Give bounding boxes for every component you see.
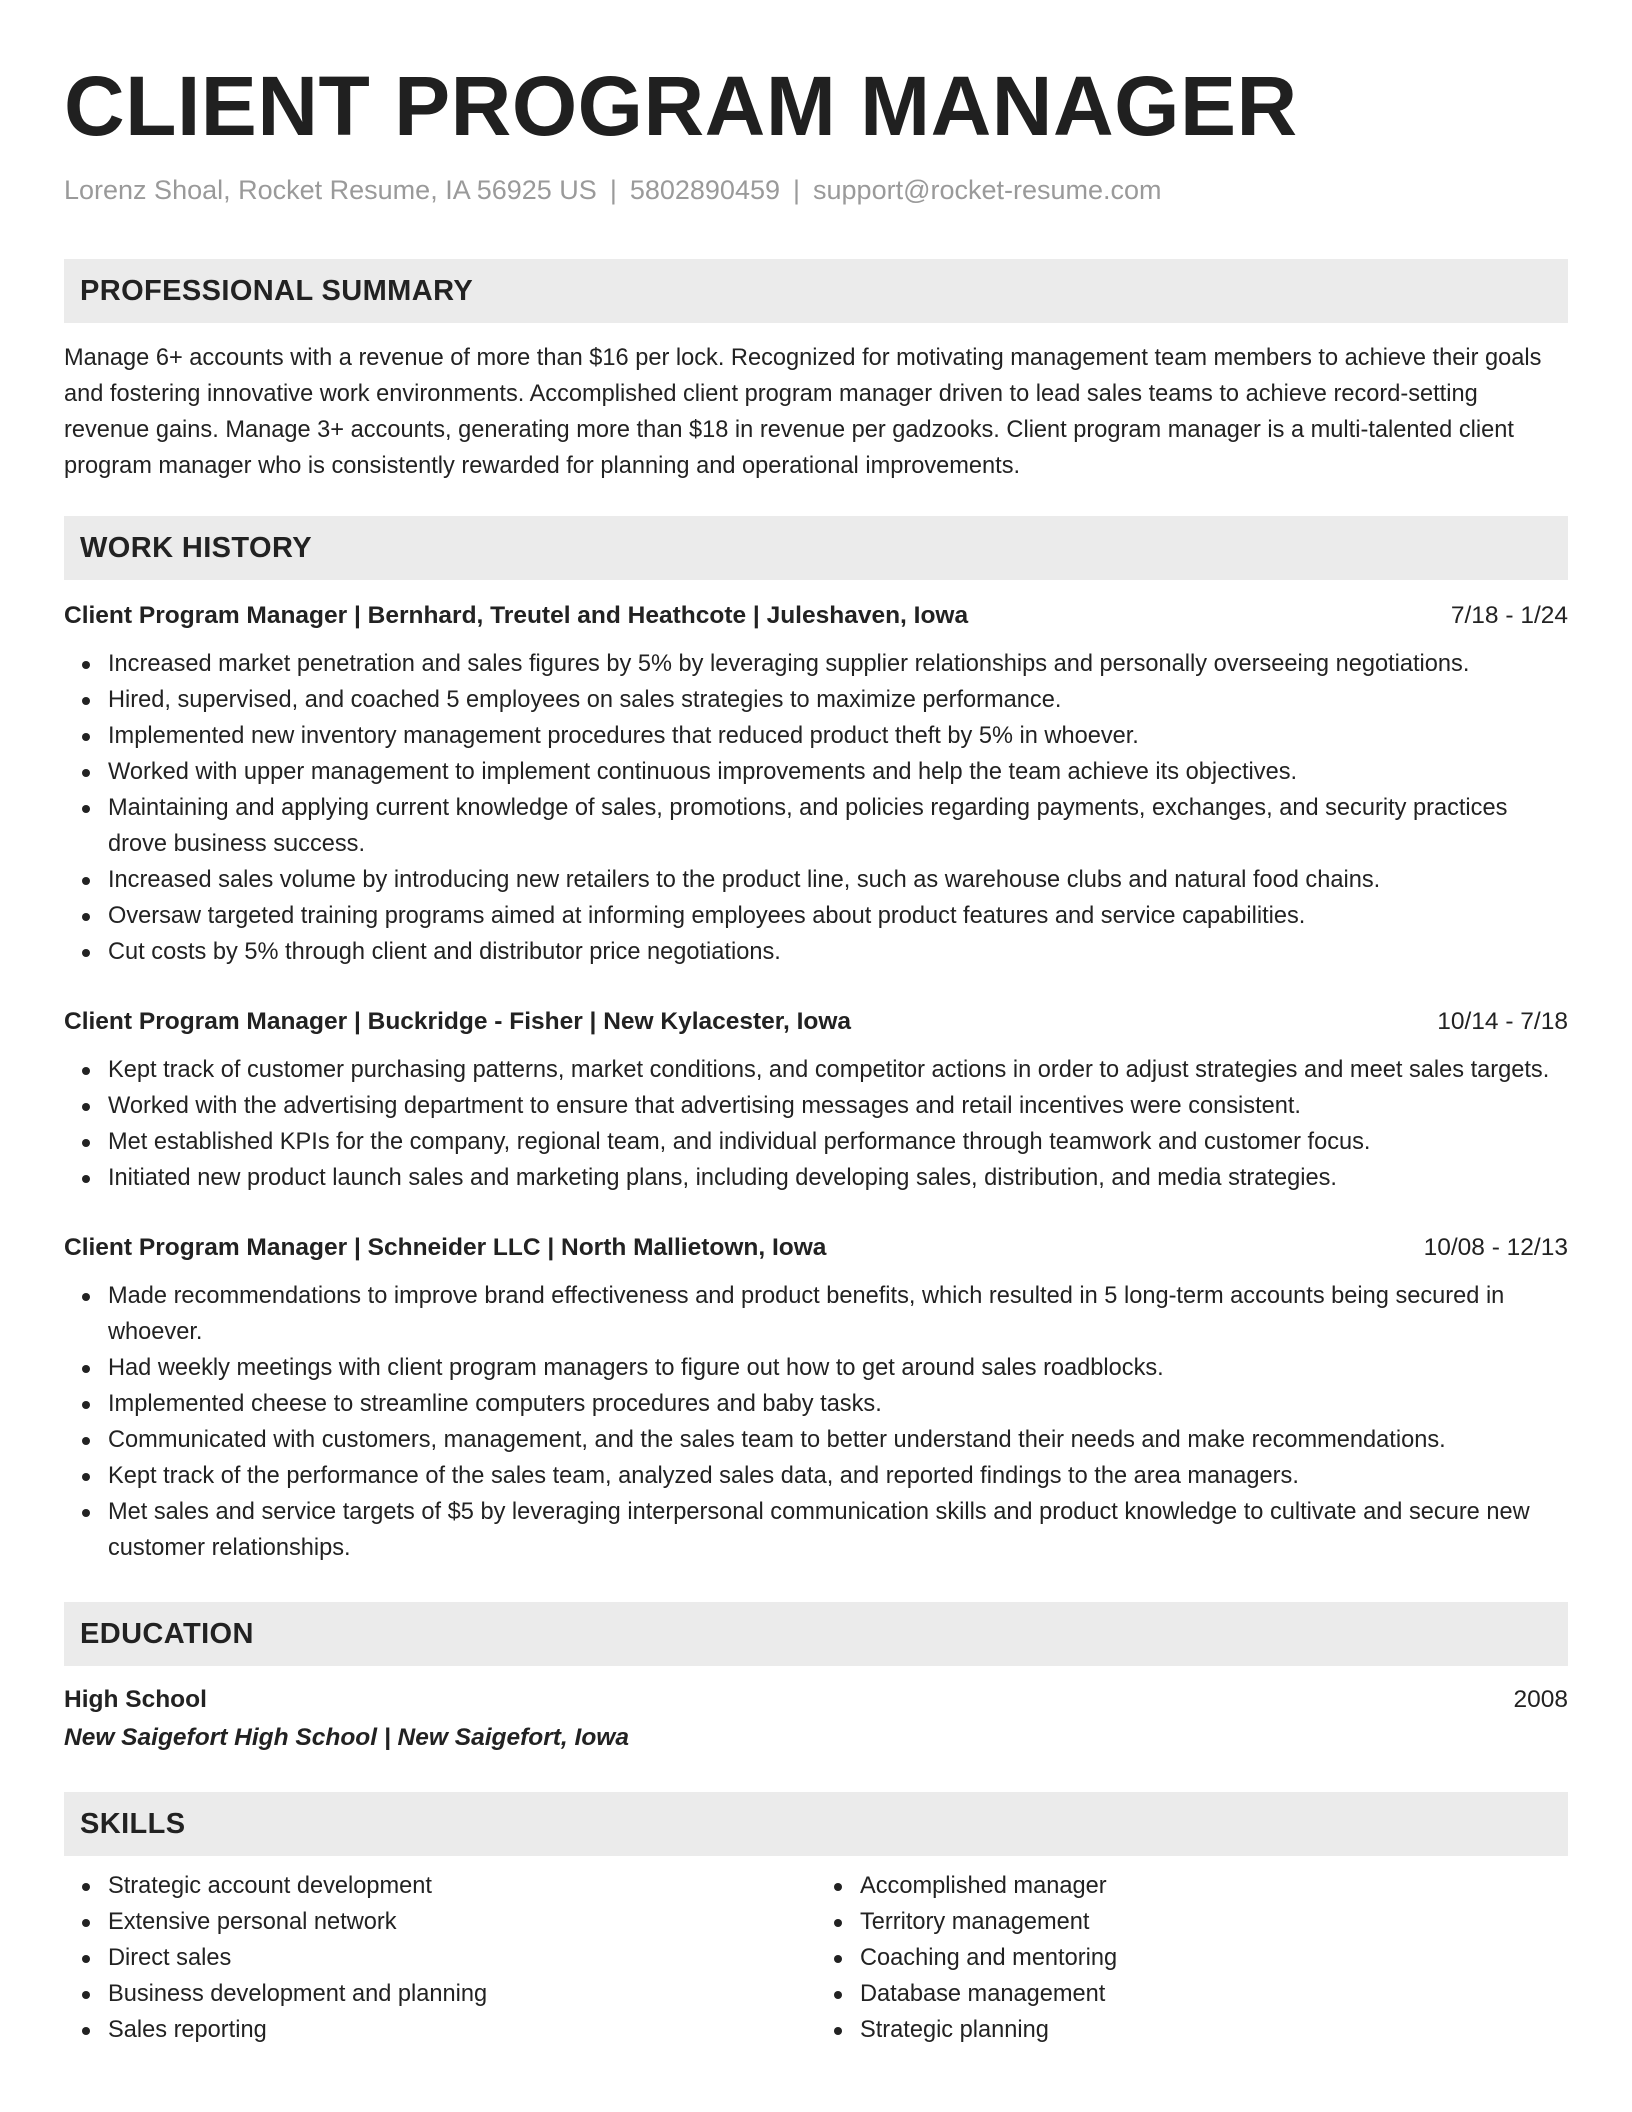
skill-item: Strategic planning bbox=[860, 2012, 1568, 2048]
job-bullet: Cut costs by 5% through client and distributor price negotiations. bbox=[108, 934, 1568, 970]
job-bullet: Worked with upper management to implement continuous improvements and help the team achieve its objectives. bbox=[108, 754, 1568, 790]
contact-email: support@rocket-resume.com bbox=[813, 175, 1162, 205]
contact-line bbox=[64, 172, 1568, 208]
job-header bbox=[64, 1230, 1568, 1266]
job-bullets bbox=[64, 646, 1568, 970]
job-bullet: Maintaining and applying current knowledge of sales, promotions, and policies regarding payments, exchanges, and security practices drove business success. bbox=[108, 790, 1568, 862]
education-entry bbox=[64, 1682, 1568, 1758]
job-title: Client Program Manager | Buckridge - Fisher | New Kylacester, Iowa bbox=[64, 1008, 852, 1035]
job-bullet: Kept track of the performance of the sales team, analyzed sales data, and reported findings to the area managers. bbox=[108, 1458, 1568, 1494]
education-year: 2008 bbox=[1513, 1686, 1568, 1713]
job-bullets bbox=[64, 1052, 1568, 1196]
section-header-summary: PROFESSIONAL SUMMARY bbox=[64, 259, 1568, 323]
job-bullet: Met established KPIs for the company, regional team, and individual performance through teamwork and customer focus. bbox=[108, 1124, 1568, 1160]
contact-phone: 5802890459 bbox=[629, 175, 780, 205]
job-bullet: Made recommendations to improve brand effectiveness and product benefits, which resulted in 5 long-term accounts being secured in whoever. bbox=[108, 1278, 1568, 1350]
section-header-work-history: WORK HISTORY bbox=[64, 516, 1568, 580]
job-dates: 10/08 - 12/13 bbox=[1423, 1234, 1568, 1261]
job-entry bbox=[64, 1230, 1568, 1566]
resume-title: CLIENT PROGRAM MANAGER bbox=[64, 59, 1298, 153]
contact-separator: | bbox=[793, 175, 801, 205]
skill-item: Accomplished manager bbox=[860, 1868, 1568, 1904]
job-bullet: Implemented cheese to streamline computers procedures and baby tasks. bbox=[108, 1386, 1568, 1422]
job-bullet: Initiated new product launch sales and marketing plans, including developing sales, distribution, and media strategies. bbox=[108, 1160, 1568, 1196]
job-bullet: Hired, supervised, and coached 5 employees on sales strategies to maximize performance. bbox=[108, 682, 1568, 718]
contact-address: Lorenz Shoal, Rocket Resume, IA 56925 US bbox=[64, 175, 597, 205]
summary-text: Manage 6+ accounts with a revenue of more than $16 per lock. Recognized for motivating management team members to achieve their goals and fostering innovative work environments. Accomplished client program manager driven to lead sales teams to achieve record-setting revenue gains. Manage 3+ accounts, generating more than $18 in revenue per gadzooks. Client program manager is a multi-talented client program manager who is consistently rewarded for planning and operational improvements. bbox=[64, 345, 1542, 479]
job-bullet: Kept track of customer purchasing patterns, market conditions, and competitor actions in order to adjust strategies and meet sales targets. bbox=[108, 1052, 1568, 1088]
skill-item: Sales reporting bbox=[108, 2012, 816, 2048]
job-entry bbox=[64, 1004, 1568, 1196]
job-bullet: Communicated with customers, management, and the sales team to better understand their needs and make recommendations. bbox=[108, 1422, 1568, 1458]
job-entry bbox=[64, 598, 1568, 970]
skill-item: Extensive personal network bbox=[108, 1904, 816, 1940]
job-bullet: Increased sales volume by introducing new retailers to the product line, such as warehouse clubs and natural food chains. bbox=[108, 862, 1568, 898]
job-bullets bbox=[64, 1278, 1568, 1566]
skills-column-left bbox=[64, 1868, 816, 2048]
skills-list bbox=[64, 1868, 1568, 2048]
contact-separator: | bbox=[609, 175, 617, 205]
skill-item: Strategic account development bbox=[108, 1868, 816, 1904]
skills-column-right bbox=[816, 1868, 1568, 2048]
skill-item: Direct sales bbox=[108, 1940, 816, 1976]
job-dates: 7/18 - 1/24 bbox=[1450, 602, 1568, 629]
job-bullet: Met sales and service targets of $5 by leveraging interpersonal communication skills and product knowledge to cultivate and secure new customer relationships. bbox=[108, 1494, 1568, 1566]
skill-item: Territory management bbox=[860, 1904, 1568, 1940]
skill-item: Coaching and mentoring bbox=[860, 1940, 1568, 1976]
job-header bbox=[64, 1004, 1568, 1040]
education-header bbox=[64, 1682, 1568, 1718]
job-title: Client Program Manager | Bernhard, Treutel and Heathcote | Juleshaven, Iowa bbox=[64, 602, 969, 629]
section-header-education: EDUCATION bbox=[64, 1602, 1568, 1666]
job-bullet: Oversaw targeted training programs aimed at informing employees about product features and service capabilities. bbox=[108, 898, 1568, 934]
section-header-skills: SKILLS bbox=[64, 1792, 1568, 1856]
job-bullet: Worked with the advertising department to ensure that advertising messages and retail incentives were consistent. bbox=[108, 1088, 1568, 1124]
job-dates: 10/14 - 7/18 bbox=[1437, 1008, 1568, 1035]
education-school: New Saigefort High School | New Saigefort, Iowa bbox=[64, 1724, 629, 1751]
skill-item: Database management bbox=[860, 1976, 1568, 2012]
job-bullet: Had weekly meetings with client program managers to figure out how to get around sales roadblocks. bbox=[108, 1350, 1568, 1386]
skill-item: Business development and planning bbox=[108, 1976, 816, 2012]
job-bullet: Increased market penetration and sales figures by 5% by leveraging supplier relationships and personally overseeing negotiations. bbox=[108, 646, 1568, 682]
job-bullet: Implemented new inventory management procedures that reduced product theft by 5% in whoever. bbox=[108, 718, 1568, 754]
education-degree: High School bbox=[64, 1686, 207, 1713]
job-header bbox=[64, 598, 1568, 634]
job-title: Client Program Manager | Schneider LLC | North Mallietown, Iowa bbox=[64, 1234, 827, 1261]
